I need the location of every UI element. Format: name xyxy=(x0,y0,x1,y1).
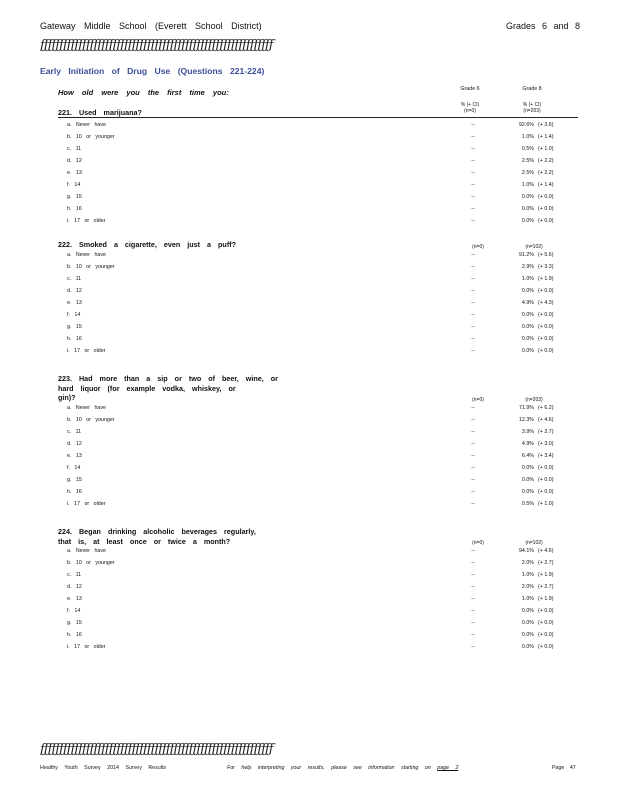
grade8-ci: (+ 0.0) xyxy=(538,620,554,627)
grade6-value: -- xyxy=(471,181,475,188)
survey-title: Healthy Youth Survey 2014 Survey Results xyxy=(40,765,166,771)
answer-row xyxy=(58,120,554,132)
grade8-ci: (+ 6.2) xyxy=(538,404,554,411)
answer-row xyxy=(58,642,554,654)
grade8-percent: 0.5% xyxy=(521,145,534,152)
answer-label: b. 10 or younger xyxy=(67,133,115,140)
answer-label: g. 15 xyxy=(67,193,82,200)
grade8-ci: (+ 3.6) xyxy=(538,121,554,128)
answer-row xyxy=(58,262,554,274)
grade6-value: -- xyxy=(471,584,475,591)
grade8-ci: (+ 1.0) xyxy=(538,145,554,152)
answer-label: g. 15 xyxy=(67,323,82,330)
answer-label: b. 10 or younger xyxy=(67,263,115,270)
answer-list xyxy=(58,120,554,228)
grade6-value: -- xyxy=(471,275,475,282)
top-decorative-rule: ƒƒƒƒƒƒƒƒƒƒƒƒƒƒƒƒƒƒƒƒƒƒƒƒƒƒƒƒƒƒƒƒƒƒƒƒƒƒƒƒƒƒƒƒƒƒƒƒƒƒƒƒƒƒƒƒƒƒƒƒƒ xyxy=(40,38,273,53)
answer-row xyxy=(58,310,554,322)
answer-row xyxy=(58,463,554,475)
grade8-percent: 0.0% xyxy=(521,632,534,639)
answer-label: a. Never have xyxy=(67,251,106,258)
grade8-ci-label: % (+ CI) xyxy=(522,102,542,108)
answer-label: f. 14 xyxy=(67,464,81,471)
grade6-value: -- xyxy=(471,596,475,603)
grade8-percent: 0.0% xyxy=(521,464,534,471)
grade6-value: -- xyxy=(471,205,475,212)
grade8-ci: (+ 2.2) xyxy=(538,157,554,164)
grade8-percent: 2.0% xyxy=(521,560,534,567)
grade8-n-label: (n=203) xyxy=(523,108,541,114)
grade6-value: -- xyxy=(471,311,475,318)
grade8-percent: 0.0% xyxy=(521,608,534,615)
grade6-value: -- xyxy=(471,440,475,447)
answer-row xyxy=(58,180,554,192)
grade8-ci: (+ 1.9) xyxy=(538,572,554,579)
grade8-percent: 71.9% xyxy=(518,404,534,411)
answer-row xyxy=(58,274,554,286)
grade8-percent: 0.0% xyxy=(521,193,534,200)
grade6-value: -- xyxy=(471,251,475,258)
answer-row xyxy=(58,346,554,358)
answer-label: g. 15 xyxy=(67,476,82,483)
grade6-n-label: (n=0) xyxy=(464,108,476,114)
answer-label: b. 10 or younger xyxy=(67,560,115,567)
grade8-ci: (+ 2.7) xyxy=(538,584,554,591)
answer-row xyxy=(58,570,554,582)
grade8-percent: 2.5% xyxy=(521,157,534,164)
grade8-percent: 0.0% xyxy=(521,620,534,627)
grade6-n: (n=0) xyxy=(472,397,484,403)
answer-label: f. 14 xyxy=(67,311,81,318)
answer-label: c. 11 xyxy=(67,428,82,435)
answer-row xyxy=(58,216,554,228)
grade8-percent: 0.0% xyxy=(521,311,534,318)
grade8-ci: (+ 1.4) xyxy=(538,181,554,188)
grade8-percent: 92.6% xyxy=(518,121,534,128)
grade8-percent: 91.2% xyxy=(518,251,534,258)
grade8-percent: 1.0% xyxy=(521,133,534,140)
answer-row xyxy=(58,144,554,156)
grade8-ci: (+ 0.0) xyxy=(538,464,554,471)
grade8-ci: (+ 0.0) xyxy=(538,488,554,495)
grade6-value: -- xyxy=(471,323,475,330)
grade6-value: -- xyxy=(471,644,475,651)
grade8-percent: 0.0% xyxy=(521,205,534,212)
grade8-ci: (+ 0.0) xyxy=(538,608,554,615)
grade8-percent: 0.0% xyxy=(521,347,534,354)
answer-row xyxy=(58,156,554,168)
grade8-ci: (+ 1.9) xyxy=(538,596,554,603)
grade8-ci: (+ 0.0) xyxy=(538,217,554,224)
grade6-value: -- xyxy=(471,464,475,471)
answer-row xyxy=(58,415,554,427)
grade8-ci: (+ 0.0) xyxy=(538,193,554,200)
answer-row xyxy=(58,630,554,642)
grade8-percent: 2.0% xyxy=(521,584,534,591)
question-222 xyxy=(58,240,554,358)
answer-label: a. Never have xyxy=(67,404,106,411)
answer-row xyxy=(58,606,554,618)
answer-label: d. 12 xyxy=(67,157,82,164)
answer-row xyxy=(58,594,554,606)
question-text: 223. Had more than a sip or two of beer, wine, or hard liquor (for example vodka, whiskey, or gin)? xyxy=(58,374,278,402)
help-text: For help interpreting your results, please see information starting on xyxy=(227,765,431,771)
grade6-value: -- xyxy=(471,193,475,200)
question-text: 224. Began drinking alcoholic beverages regularly, that is, at least once or twice a month? xyxy=(58,527,256,546)
answer-row xyxy=(58,298,554,310)
answer-row xyxy=(58,499,554,511)
grade6-value: -- xyxy=(471,488,475,495)
grade8-percent: 0.0% xyxy=(521,476,534,483)
grade6-value: -- xyxy=(471,452,475,459)
grade8-ci: (+ 3.4) xyxy=(538,452,554,459)
grade6-value: -- xyxy=(471,217,475,224)
grade6-column-header: Grade 6 xyxy=(460,86,480,92)
grade6-n: (n=0) xyxy=(472,244,484,250)
answer-label: i. 17 or older xyxy=(67,500,106,507)
grade6-value: -- xyxy=(471,560,475,567)
help-note xyxy=(227,765,458,771)
answer-row xyxy=(58,132,554,144)
grade8-percent: 1.0% xyxy=(521,181,534,188)
answer-row xyxy=(58,558,554,570)
answer-label: i. 17 or older xyxy=(67,217,106,224)
grade8-percent: 0.0% xyxy=(521,644,534,651)
grade8-ci: (+ 0.0) xyxy=(538,347,554,354)
grade8-n: (n=102) xyxy=(525,244,543,250)
grade8-percent: 0.0% xyxy=(521,217,534,224)
grade6-n: (n=0) xyxy=(472,540,484,546)
grade8-ci: (+ 3.3) xyxy=(538,263,554,270)
grade6-value: -- xyxy=(471,416,475,423)
grade6-value: -- xyxy=(471,263,475,270)
grade6-value: -- xyxy=(471,169,475,176)
grade6-value: -- xyxy=(471,476,475,483)
answer-label: c. 11 xyxy=(67,275,82,282)
answer-label: d. 12 xyxy=(67,440,82,447)
answer-row xyxy=(58,334,554,346)
grade8-ci: (+ 4.3) xyxy=(538,299,554,306)
grade8-percent: 4.9% xyxy=(521,440,534,447)
answer-label: h. 16 xyxy=(67,488,82,495)
grade6-value: -- xyxy=(471,632,475,639)
grade8-percent: 0.5% xyxy=(521,500,534,507)
question-224 xyxy=(58,527,554,654)
grade8-ci: (+ 4.6) xyxy=(538,416,554,423)
answer-label: e. 13 xyxy=(67,596,82,603)
answer-label: h. 16 xyxy=(67,632,82,639)
grade8-ci: (+ 0.0) xyxy=(538,335,554,342)
grade8-ci: (+ 0.0) xyxy=(538,644,554,651)
grade6-value: -- xyxy=(471,572,475,579)
answer-label: d. 12 xyxy=(67,287,82,294)
answer-row xyxy=(58,582,554,594)
grade8-ci: (+ 0.0) xyxy=(538,476,554,483)
grade6-value: -- xyxy=(471,287,475,294)
grade8-ci: (+ 2.7) xyxy=(538,560,554,567)
answer-label: i. 17 or older xyxy=(67,644,106,651)
grade8-ci: (+ 0.0) xyxy=(538,323,554,330)
question-text: 222. Smoked a cigarette, even just a puff? xyxy=(58,240,236,249)
grade8-percent: 1.0% xyxy=(521,572,534,579)
grade8-percent: 0.0% xyxy=(521,323,534,330)
question-223 xyxy=(58,374,554,511)
grade8-ci: (+ 4.6) xyxy=(538,548,554,554)
grade6-value: -- xyxy=(471,608,475,615)
grade8-column-header: Grade 8 xyxy=(522,86,542,92)
grade8-n: (n=102) xyxy=(525,540,543,546)
answer-label: a. Never have xyxy=(67,121,106,128)
grade8-percent: 1.0% xyxy=(521,275,534,282)
answer-label: f. 14 xyxy=(67,608,81,615)
answer-row xyxy=(58,618,554,630)
answer-label: b. 10 or younger xyxy=(67,416,115,423)
subquestion-heading: How old were you the first time you: xyxy=(58,88,229,97)
answer-label: f. 14 xyxy=(67,181,81,188)
answer-row xyxy=(58,451,554,463)
grade8-percent: 12.3% xyxy=(518,416,534,423)
answer-row xyxy=(58,204,554,216)
grade8-percent: 0.0% xyxy=(521,488,534,495)
grade8-percent: 0.0% xyxy=(521,335,534,342)
grade6-value: -- xyxy=(471,428,475,435)
grade8-n: (n=203) xyxy=(525,397,543,403)
grade6-value: -- xyxy=(471,145,475,152)
bottom-decorative-rule: ƒƒƒƒƒƒƒƒƒƒƒƒƒƒƒƒƒƒƒƒƒƒƒƒƒƒƒƒƒƒƒƒƒƒƒƒƒƒƒƒƒƒƒƒƒƒƒƒƒƒƒƒƒƒƒƒƒƒƒƒƒ xyxy=(40,742,273,757)
answer-label: e. 13 xyxy=(67,169,82,176)
grade6-value: -- xyxy=(471,299,475,306)
grade8-percent: 4.9% xyxy=(521,299,534,306)
grade6-value: -- xyxy=(471,500,475,507)
grade6-value: -- xyxy=(471,347,475,354)
grade8-ci: (+ 0.0) xyxy=(538,632,554,639)
grade8-percent: 3.9% xyxy=(521,428,534,435)
grade6-value: -- xyxy=(471,157,475,164)
grade8-ci: (+ 1.9) xyxy=(538,275,554,282)
grade8-ci: (+ 5.6) xyxy=(538,251,554,258)
answer-label: e. 13 xyxy=(67,299,82,306)
answer-list xyxy=(58,546,554,654)
page-2-link[interactable]: page 2 xyxy=(437,765,459,771)
grade6-value: -- xyxy=(471,121,475,128)
page-number: Page 47 xyxy=(552,765,576,771)
answer-row xyxy=(58,322,554,334)
answer-row xyxy=(58,250,554,262)
answer-row xyxy=(58,487,554,499)
answer-row xyxy=(58,546,554,558)
grade8-ci: (+ 0.0) xyxy=(538,311,554,318)
grade6-value: -- xyxy=(471,335,475,342)
answer-row xyxy=(58,286,554,298)
answer-row xyxy=(58,403,554,415)
grade8-ci: (+ 0.0) xyxy=(538,287,554,294)
grade8-ci: (+ 2.2) xyxy=(538,169,554,176)
grade6-value: -- xyxy=(471,404,475,411)
answer-label: c. 11 xyxy=(67,145,82,152)
answer-row xyxy=(58,475,554,487)
grade8-percent: 2.5% xyxy=(521,169,534,176)
grade8-ci: (+ 1.0) xyxy=(538,500,554,507)
answer-row xyxy=(58,427,554,439)
answer-label: d. 12 xyxy=(67,584,82,591)
grade8-percent: 2.9% xyxy=(521,263,534,270)
grade8-percent: 94.1% xyxy=(518,548,534,554)
grade6-value: -- xyxy=(471,548,475,554)
answer-row xyxy=(58,168,554,180)
school-name: Gateway Middle School (Everett School District) xyxy=(40,21,262,31)
answer-label: i. 17 or older xyxy=(67,347,106,354)
answer-label: g. 15 xyxy=(67,620,82,627)
grades-label: Grades 6 and 8 xyxy=(505,21,580,31)
answer-row xyxy=(58,439,554,451)
grade8-ci: (+ 3.0) xyxy=(538,440,554,447)
answer-list xyxy=(58,250,554,358)
grade8-percent: 0.0% xyxy=(521,287,534,294)
section-title: Early Initiation of Drug Use (Questions 221-224) xyxy=(40,66,265,76)
grade6-value: -- xyxy=(471,620,475,627)
grade8-subheader xyxy=(502,102,562,114)
answer-label: h. 16 xyxy=(67,205,82,212)
question-text: 221. Used marijuana? xyxy=(58,108,142,117)
grade8-ci: (+ 0.0) xyxy=(538,205,554,212)
grade6-ci-label: % (+ CI) xyxy=(460,102,480,108)
answer-label: h. 16 xyxy=(67,335,82,342)
grade6-value: -- xyxy=(471,133,475,140)
answer-list xyxy=(58,403,554,511)
grade8-percent: 6.4% xyxy=(521,452,534,459)
grade8-ci: (+ 1.4) xyxy=(538,133,554,140)
answer-label: e. 13 xyxy=(67,452,82,459)
grade8-percent: 1.0% xyxy=(521,596,534,603)
grade8-ci: (+ 2.7) xyxy=(538,428,554,435)
answer-label: c. 11 xyxy=(67,572,82,579)
answer-label: a. Never have xyxy=(67,548,106,554)
answer-row xyxy=(58,192,554,204)
